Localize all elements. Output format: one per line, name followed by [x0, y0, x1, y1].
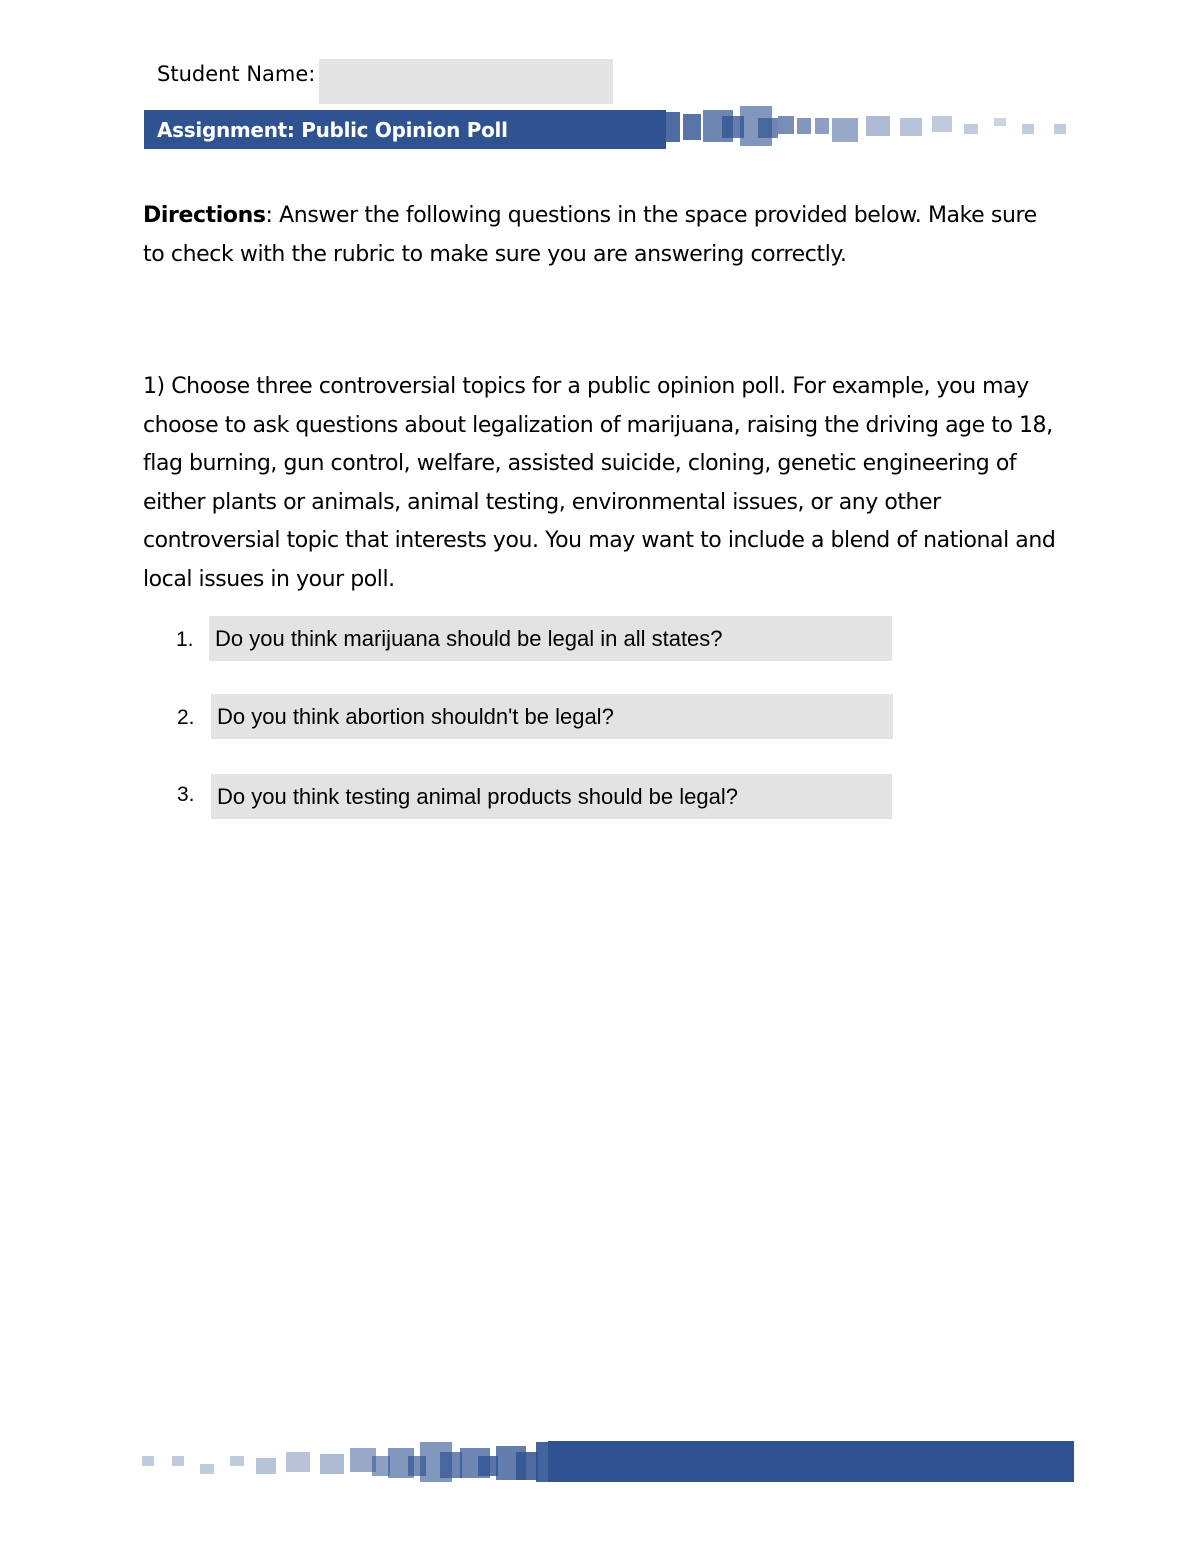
- question-1-prompt: 1) Choose three controversial topics for a public opinion poll. For example, you may choose to ask questions about legalization of marijuana, raising the driving age to 18, flag burning, gun control, welfare, assisted suicide, cloning, genetic engineering of either plants or animals, animal testing, environmental issues, or any other controversial topic that interests you. You may want to include a blend of national and local issues in your poll.: [143, 374, 1056, 592]
- answer-1-field[interactable]: Do you think marijuana should be legal in all states?: [209, 616, 892, 661]
- answer-1-number: 1.: [176, 628, 194, 651]
- directions-label: Directions: [143, 203, 266, 228]
- answer-2-number: 2.: [177, 706, 195, 729]
- answer-2-field[interactable]: Do you think abortion shouldn't be legal?: [211, 694, 893, 739]
- directions-paragraph: [143, 196, 1063, 274]
- student-name-label: Student Name:: [157, 62, 316, 86]
- assignment-title: Assignment: Public Opinion Poll: [157, 118, 508, 142]
- footer-banner: [548, 1441, 1074, 1482]
- answer-3-field[interactable]: Do you think testing animal products should be legal?: [211, 774, 892, 819]
- header-decorative-squares: [0, 0, 1200, 160]
- answer-3-number: 3.: [177, 783, 195, 806]
- directions-text: : Answer the following questions in the space provided below. Make sure to check with the rubric to make sure you are answering correctly.: [143, 203, 1037, 267]
